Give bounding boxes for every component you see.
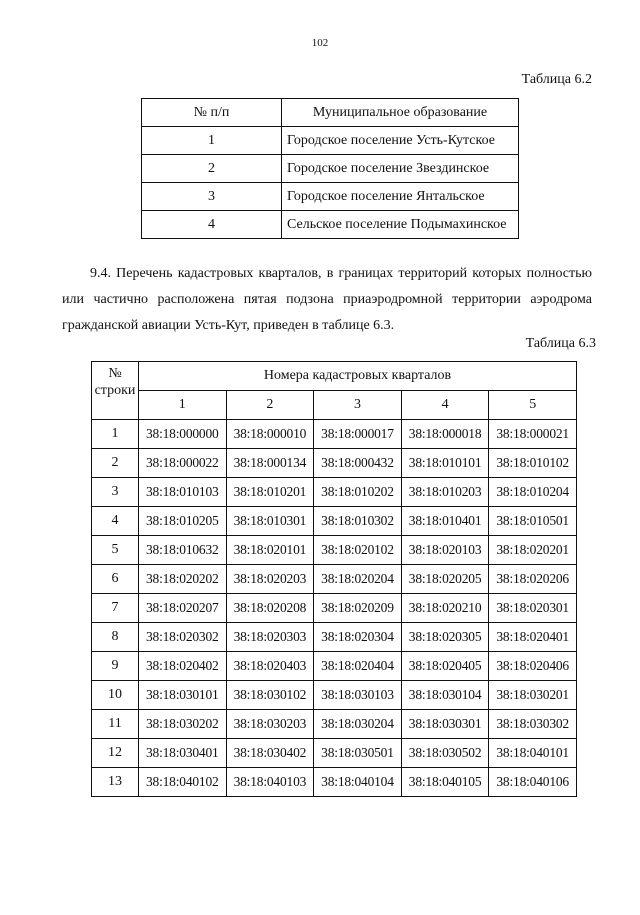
cadastral-quarter-cell: 38:18:010401 — [401, 507, 489, 536]
cadastral-quarter-cell: 38:18:020204 — [314, 565, 402, 594]
cadastral-quarter-cell: 38:18:030501 — [314, 739, 402, 768]
cadastral-quarter-cell: 38:18:000000 — [139, 420, 227, 449]
cadastral-quarter-cell: 38:18:030203 — [226, 710, 314, 739]
cadastral-quarter-cell: 38:18:020102 — [314, 536, 402, 565]
cadastral-quarter-cell: 38:18:020202 — [139, 565, 227, 594]
cadastral-quarter-cell: 38:18:020201 — [489, 536, 577, 565]
row-number-cell: 12 — [92, 739, 139, 768]
cadastral-quarter-cell: 38:18:010101 — [401, 449, 489, 478]
table-row — [142, 183, 519, 211]
cadastral-quarter-cell: 38:18:020103 — [401, 536, 489, 565]
table-row — [92, 478, 577, 507]
cadastral-quarter-cell: 38:18:010501 — [489, 507, 577, 536]
cadastral-quarter-cell: 38:18:010302 — [314, 507, 402, 536]
cadastral-quarter-cell: 38:18:030102 — [226, 681, 314, 710]
cadastral-quarter-cell: 38:18:020302 — [139, 623, 227, 652]
cadastral-quarter-cell: 38:18:020208 — [226, 594, 314, 623]
table-row — [142, 211, 519, 239]
table-row — [92, 768, 577, 797]
table-row — [92, 652, 577, 681]
municipality-cell: Сельское поселение Подымахинское — [282, 211, 519, 239]
table-6-2 — [141, 98, 519, 239]
row-number-cell: 4 — [142, 211, 282, 239]
cadastral-quarter-cell: 38:18:030402 — [226, 739, 314, 768]
cadastral-quarter-cell: 38:18:010103 — [139, 478, 227, 507]
cadastral-quarter-cell: 38:18:020405 — [401, 652, 489, 681]
table-row — [92, 710, 577, 739]
column-header-row-number — [92, 362, 139, 420]
row-number-cell: 7 — [92, 594, 139, 623]
row-number-cell: 1 — [92, 420, 139, 449]
table-header-row — [142, 99, 519, 127]
row-number-cell: 2 — [142, 155, 282, 183]
column-header-5: 5 — [489, 391, 577, 420]
cadastral-quarter-cell: 38:18:020303 — [226, 623, 314, 652]
row-number-cell: 11 — [92, 710, 139, 739]
cadastral-quarter-cell: 38:18:020101 — [226, 536, 314, 565]
cadastral-quarter-cell: 38:18:020209 — [314, 594, 402, 623]
cadastral-quarter-cell: 38:18:040103 — [226, 768, 314, 797]
cadastral-quarter-cell: 38:18:020402 — [139, 652, 227, 681]
column-header-3: 3 — [314, 391, 402, 420]
cadastral-quarter-cell: 38:18:000021 — [489, 420, 577, 449]
table-6-2-body — [142, 127, 519, 239]
cadastral-quarter-cell: 38:18:000010 — [226, 420, 314, 449]
table-row — [92, 565, 577, 594]
cadastral-quarter-cell: 38:18:000017 — [314, 420, 402, 449]
row-number-cell: 10 — [92, 681, 139, 710]
column-header-2: 2 — [226, 391, 314, 420]
cadastral-quarter-cell: 38:18:010201 — [226, 478, 314, 507]
table-row — [92, 594, 577, 623]
page-number: 102 — [311, 37, 329, 49]
cadastral-quarter-cell: 38:18:010204 — [489, 478, 577, 507]
table-6-3-body — [92, 420, 577, 797]
cadastral-quarter-cell: 38:18:020404 — [314, 652, 402, 681]
cadastral-quarter-cell: 38:18:030502 — [401, 739, 489, 768]
cadastral-quarter-cell: 38:18:020406 — [489, 652, 577, 681]
cadastral-quarter-cell: 38:18:030302 — [489, 710, 577, 739]
cadastral-quarter-cell: 38:18:030104 — [401, 681, 489, 710]
table-header-row — [92, 362, 577, 391]
table-subheader-row — [92, 391, 577, 420]
cadastral-quarter-cell: 38:18:040104 — [314, 768, 402, 797]
row-number-cell: 4 — [92, 507, 139, 536]
table-row — [92, 681, 577, 710]
column-group-header: Номера кадастровых кварталов — [139, 362, 577, 391]
cadastral-quarter-cell: 38:18:030301 — [401, 710, 489, 739]
column-header-number: № п/п — [142, 99, 282, 127]
column-header-4: 4 — [401, 391, 489, 420]
cadastral-quarter-cell: 38:18:020403 — [226, 652, 314, 681]
cadastral-quarter-cell: 38:18:040106 — [489, 768, 577, 797]
row-number-label: строки — [94, 383, 136, 398]
column-header-municipality: Муниципальное образование — [282, 99, 519, 127]
cadastral-quarter-cell: 38:18:010205 — [139, 507, 227, 536]
table-row — [142, 155, 519, 183]
cadastral-quarter-cell: 38:18:030202 — [139, 710, 227, 739]
municipality-cell: Городское поселение Янтальское — [282, 183, 519, 211]
table-6-3 — [91, 361, 577, 797]
table-row — [92, 507, 577, 536]
cadastral-quarter-cell: 38:18:010203 — [401, 478, 489, 507]
table-6-3-caption: Таблица 6.3 — [525, 336, 596, 351]
cadastral-quarter-cell: 38:18:030401 — [139, 739, 227, 768]
cadastral-quarter-cell: 38:18:020210 — [401, 594, 489, 623]
row-number-cell: 8 — [92, 623, 139, 652]
cadastral-quarter-cell: 38:18:010301 — [226, 507, 314, 536]
row-number-symbol: № — [108, 366, 122, 381]
cadastral-quarter-cell: 38:18:020305 — [401, 623, 489, 652]
cadastral-quarter-cell: 38:18:000018 — [401, 420, 489, 449]
cadastral-quarter-cell: 38:18:000432 — [314, 449, 402, 478]
cadastral-quarter-cell: 38:18:000134 — [226, 449, 314, 478]
cadastral-quarter-cell: 38:18:040105 — [401, 768, 489, 797]
table-row — [92, 623, 577, 652]
cadastral-quarter-cell: 38:18:020203 — [226, 565, 314, 594]
table-row — [92, 449, 577, 478]
row-number-cell: 6 — [92, 565, 139, 594]
table-row — [142, 127, 519, 155]
table-6-2-caption: Таблица 6.2 — [521, 72, 592, 87]
cadastral-quarter-cell: 38:18:010202 — [314, 478, 402, 507]
cadastral-quarter-cell: 38:18:020206 — [489, 565, 577, 594]
cadastral-quarter-cell: 38:18:030201 — [489, 681, 577, 710]
cadastral-quarter-cell: 38:18:000022 — [139, 449, 227, 478]
cadastral-quarter-cell: 38:18:030103 — [314, 681, 402, 710]
cadastral-quarter-cell: 38:18:010102 — [489, 449, 577, 478]
section-paragraph: 9.4. Перечень кадастровых кварталов, в границах территорий которых полностью или частично расположена пятая подзона приаэродромной территории аэродрома гражданской авиации Усть-Кут, приведен в таблице 6.3. — [62, 266, 592, 333]
municipality-cell: Городское поселение Звездинское — [282, 155, 519, 183]
row-number-cell: 13 — [92, 768, 139, 797]
municipality-cell: Городское поселение Усть-Кутское — [282, 127, 519, 155]
cadastral-quarter-cell: 38:18:020205 — [401, 565, 489, 594]
row-number-cell: 1 — [142, 127, 282, 155]
cadastral-quarter-cell: 38:18:040102 — [139, 768, 227, 797]
cadastral-quarter-cell: 38:18:030101 — [139, 681, 227, 710]
table-row — [92, 536, 577, 565]
cadastral-quarter-cell: 38:18:010632 — [139, 536, 227, 565]
row-number-cell: 3 — [142, 183, 282, 211]
table-row — [92, 420, 577, 449]
table-row — [92, 739, 577, 768]
row-number-cell: 9 — [92, 652, 139, 681]
row-number-cell: 2 — [92, 449, 139, 478]
cadastral-quarter-cell: 38:18:020401 — [489, 623, 577, 652]
cadastral-quarter-cell: 38:18:020304 — [314, 623, 402, 652]
row-number-cell: 5 — [92, 536, 139, 565]
row-number-cell: 3 — [92, 478, 139, 507]
cadastral-quarter-cell: 38:18:020301 — [489, 594, 577, 623]
cadastral-quarter-cell: 38:18:030204 — [314, 710, 402, 739]
cadastral-quarter-cell: 38:18:020207 — [139, 594, 227, 623]
column-header-1: 1 — [139, 391, 227, 420]
cadastral-quarter-cell: 38:18:040101 — [489, 739, 577, 768]
